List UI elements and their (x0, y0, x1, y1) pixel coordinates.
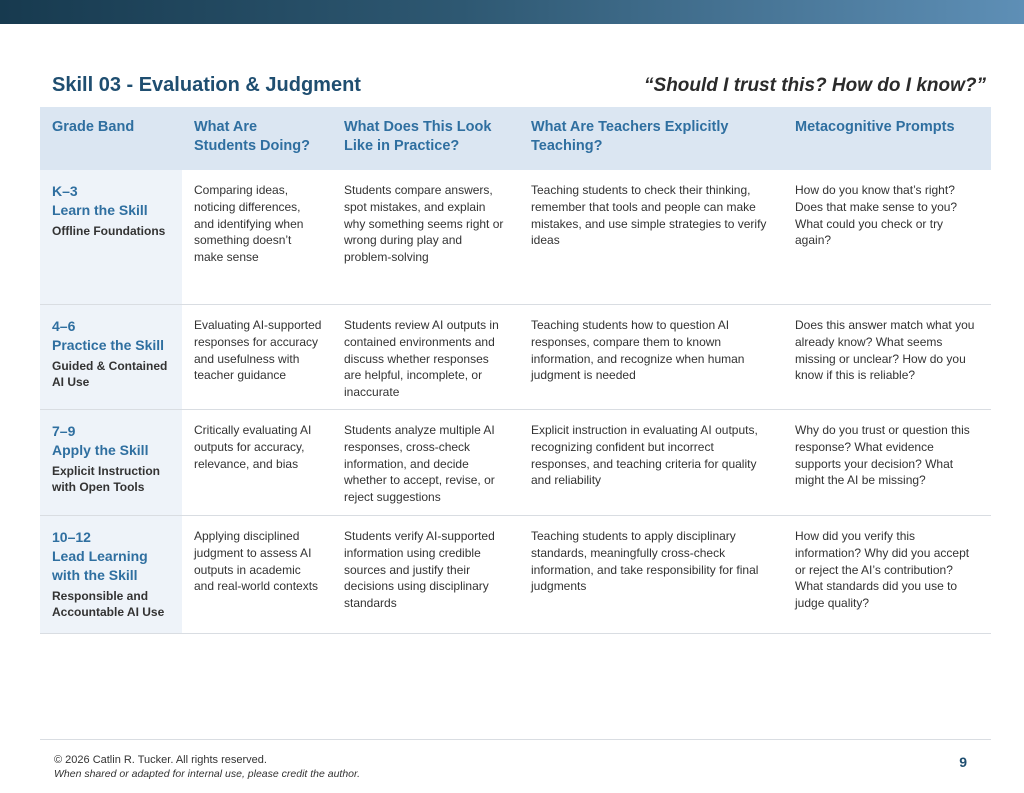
table-row (40, 170, 991, 305)
skill-table (40, 107, 991, 634)
footer-copyright: © 2026 Catlin R. Tucker. All rights reserved. (54, 754, 267, 766)
page-number: 9 (959, 754, 967, 770)
skill-stage: Practice the Skill (52, 337, 165, 353)
table-header-row (40, 107, 991, 170)
prompts-cell: How do you know that’s right? Does that make sense to you? What could you check or try again? (795, 183, 958, 248)
table-row (40, 305, 991, 410)
footer-divider (40, 739, 991, 740)
skill-stage: Learn the Skill (52, 202, 148, 218)
teaching-cell: Teaching students to apply disciplinary standards, meaningfully cross-check information, and take responsibility for final judgments (531, 529, 759, 594)
column-header-grade-band: Grade Band (52, 119, 135, 135)
teaching-cell: Teaching students to check their thinking, remember that tools and people can make mistakes, and use simple strategies to verify ideas (531, 183, 767, 248)
skill-stage: Apply the Skill (52, 442, 149, 458)
page-quote: “Should I trust this? How do I know?” (644, 75, 986, 96)
practice-cell: Students analyze multiple AI responses, cross-check information, and decide whether to accept, revise, or reject suggestions (344, 423, 495, 505)
teaching-cell: Explicit instruction in evaluating AI outputs, recognizing confident but incorrect responses, and teaching criteria for quality and reliability (531, 423, 758, 488)
ai-use-context: Offline Foundations (52, 224, 166, 238)
top-banner (0, 0, 1024, 24)
table-row (40, 410, 991, 516)
students-doing-cell: Applying disciplined judgment to assess AI outputs in academic and real-world contexts (194, 529, 319, 594)
ai-use-context: Explicit Instruction with Open Tools (52, 464, 161, 494)
practice-cell: Students verify AI-supported information using credible sources and justify their decisions using disciplinary standards (344, 529, 495, 611)
students-doing-cell: Comparing ideas, noticing differences, and identifying when something doesn’t make sense (194, 183, 304, 265)
grade-band-cell (40, 516, 182, 633)
students-doing-cell: Critically evaluating AI outputs for accuracy, relevance, and bias (194, 423, 312, 471)
grade-range: 10–12 (52, 529, 91, 545)
column-header-students-doing: What Are Students Doing? (194, 119, 310, 154)
table-row (40, 516, 991, 634)
grade-band-cell (40, 305, 182, 409)
grade-range: K–3 (52, 183, 78, 199)
page-title: Skill 03 - Evaluation & Judgment (52, 74, 361, 96)
ai-use-context: Guided & Contained AI Use (52, 359, 168, 389)
practice-cell: Students review AI outputs in contained environments and discuss whether responses are helpful, incomplete, or inaccurate (344, 318, 499, 400)
grade-band-cell (40, 410, 182, 515)
column-header-metacognitive-prompts: Metacognitive Prompts (795, 119, 955, 135)
grade-range: 7–9 (52, 423, 76, 439)
students-doing-cell: Evaluating AI-supported responses for accuracy and usefulness with teacher guidance (194, 318, 322, 383)
skill-stage: Lead Learning with the Skill (52, 548, 148, 583)
grade-range: 4–6 (52, 318, 76, 334)
prompts-cell: How did you verify this information? Why did you accept or reject the AI’s contribution? What standards did you use to judge quality? (795, 529, 970, 611)
grade-band-cell (40, 170, 182, 304)
practice-cell: Students compare answers, spot mistakes, and explain why something seems right or wrong during play and problem-solving (344, 183, 504, 265)
column-header-practice: What Does This Look Like in Practice? (344, 119, 492, 154)
prompts-cell: Why do you trust or question this response? What evidence supports your decision? What might the AI be missing? (795, 423, 970, 488)
teaching-cell: Teaching students how to question AI responses, compare them to known information, and recognize when human judgment is needed (531, 318, 745, 383)
ai-use-context: Responsible and Accountable AI Use (52, 589, 165, 619)
prompts-cell: Does this answer match what you already know? What seems missing or unclear? How do you know if this is reliable? (795, 318, 975, 383)
column-header-teachers-teaching: What Are Teachers Explicitly Teaching? (531, 119, 729, 154)
footer-credit-note: When shared or adapted for internal use, please credit the author. (54, 768, 361, 780)
